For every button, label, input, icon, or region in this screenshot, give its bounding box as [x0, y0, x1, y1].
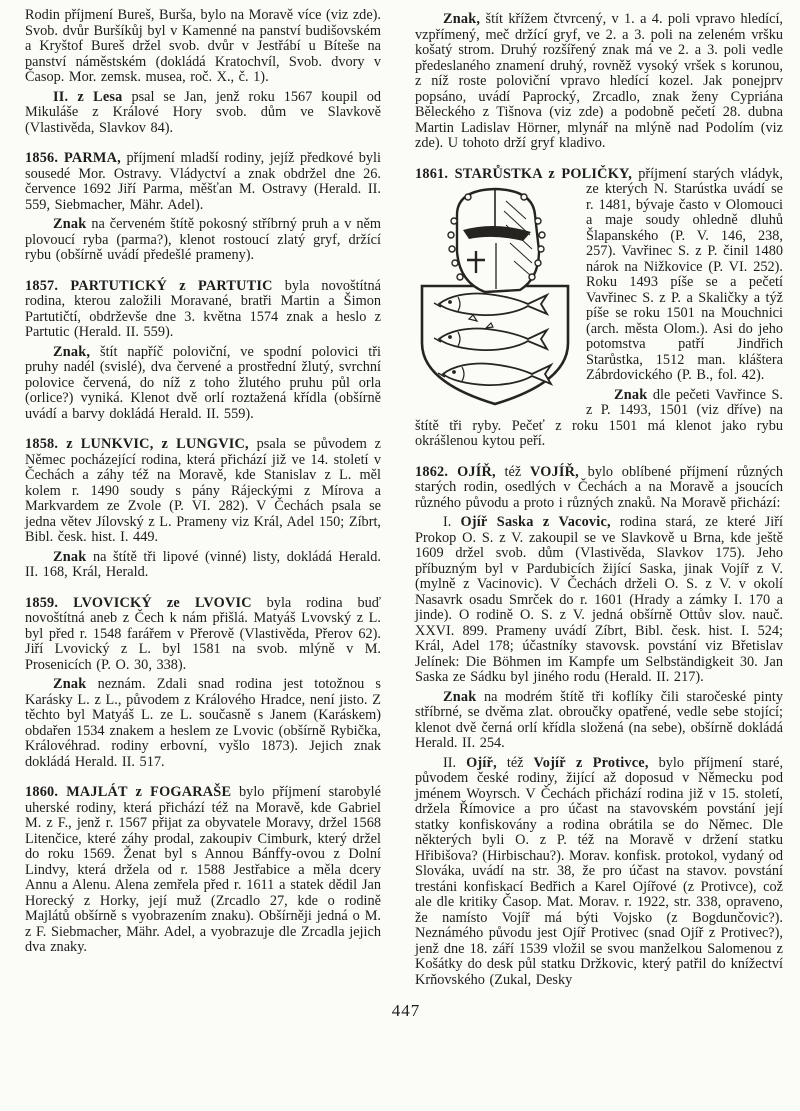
two-column-text: [25, 8, 787, 988]
bold-lead-text: Ojíř,: [466, 754, 497, 771]
text-run: neznám. Zdali snad rodina jest totožnou s Karásky L. z L., původem z Králového Hradce, není jisto. Z těchto byl Matyáš L. ze L. současně s Janem (Karáskem) obdařen 1534 znakem a heslem ze Lvovic (obšírně Rybička, Královéhrad. rodiny erbovní, vyšlo 1873). Jejich znak dokládá Herald. II. 517.: [25, 676, 381, 770]
bold-lead-text: 1857. PARTUTICKÝ z PARTUTIC: [25, 277, 273, 294]
bold-lead-text: 1858. z LUNKVIC, z LUNGVIC,: [25, 436, 249, 452]
text-run: psal se Jan, jenž roku 1567 koupil od Mikuláše z Králové Hory svob. dům ve Slavkově (Vlastivěda, Slavkov 84).: [25, 88, 381, 136]
bold-lead-text: Vojíř z Protivce,: [533, 754, 649, 771]
bold-lead-text: 1860. MAJLÁT z FOGARAŠE: [25, 784, 232, 800]
paragraph: [25, 345, 381, 423]
section-paragraph: [25, 151, 381, 213]
bold-lead-text: Znak,: [443, 11, 481, 27]
fish-icon: [434, 323, 547, 350]
section-paragraph: [25, 785, 381, 956]
paragraph: [415, 690, 783, 752]
right-column: [415, 8, 783, 988]
section-paragraph: [25, 596, 381, 674]
paragraph: [25, 90, 381, 137]
text-run: příjmení starých: [632, 165, 741, 182]
section-paragraph: [25, 437, 381, 546]
bold-lead-text: Ojíř Saska z Vacovic,: [460, 514, 611, 530]
bold-lead-text: 1862. OJÍŘ,: [415, 463, 496, 480]
text-run: štít napříč poloviční, ve spodní polovici tři pruhy nadél (svislé), dva červené a prostřední žlutý, svrchní polovice červená, do níž z toho žlutého pruhu půl orla (orlice?) vyniká. Klenot dvě orlí roztažená křídla (obšírně uvádí a barvy dokládá Herald. II. 559).: [25, 343, 381, 422]
bold-lead-text: VOJÍŘ,: [529, 463, 579, 480]
paragraph: [25, 677, 381, 770]
text-run: byla rodina buď novoštítná aneb z Čech k nám přišlá. Matyáš Lvovský z L. byl před r. 1548 farářem v Přerově (Vlastivěda, Přerov 62). Jiří Lvovický z L. byl 1581 na svob. mlýně v M. Prosenicích (P. O. 30, 338).: [25, 594, 381, 673]
text-run: též: [496, 754, 534, 771]
bold-lead-text: Znak: [53, 548, 87, 565]
text-run: štít křížem čtvrcený, v 1. a 4. poli vpravo hledící, vzpřímený, meč držící gryf, ve 2. a 3. poli na zeleném vršku košatý strom. Druhý rozšířený znak má ve 2. a 3. poli vedle předeslaného znamení druhý, rovněž vysoký vršek s korunou, z níž roste poloviční vpravo hledící kozel. Jak ponejprv popsáno, uvádí Paprocký, Zrcadlo, znak ženy Cypriána Běleckého z Tišnova (viz zde) a podobně pečetí 28. dubna Martin Ladislav Hörner, mlynář na mlýně nad Podolím (viz zde). U tohoto drží gryf kladivo.: [415, 11, 783, 151]
coat-of-arms-illustration: [415, 185, 577, 411]
paragraph: [25, 8, 381, 86]
bold-lead-text: Znak,: [53, 343, 91, 360]
section-paragraph: [25, 279, 381, 341]
bold-lead-text: 1861. STARŮSTKA z POLIČKY,: [415, 165, 633, 182]
text-run: vládyk, ze kterých N. Starústka uvádí se r. 1481, bývaje často v Olomouci a maje soudy ohledně dluhů Šlapanského (P. V. 146, 238, 257). Vavřinec S. z P. činil 1480 nárok na Nižkovice (P. VI. 252). Roku 1493 píše se a pečetí Vavřinec S. z P. a Skaličky a týž píše se roku 1501 na Mouchnici (arch. města Olom.). Asi do jeho potomstva patří Jindřich Starůstka, 1512 man. kláštera Zábrdovického (P. B., fol. 42).: [586, 165, 784, 383]
bold-lead-text: II. z Lesa: [53, 88, 123, 105]
helmet-illustration: [448, 189, 545, 292]
text-run: bylo příjmení staré, původem české rodiny, žijící až doposud v Německu pod jménem Woyrsch. V Čechách přichází rodina již v 15. století, držela Římovice a pro účast na stavovském povstání její statky konfiskovány a rodina obrátila se do Němec. Dle některých byli O. z P. též na Moravě v držení statku Hřibišova? (Hirbischau?). Morav. konfisk. protokol, vydaný od Slováka, uvádí na str. 38, že pro účast na stavov. povstání trestáni konfiskací Bedřich a Karel Ojířové (z Protivce), což ale dle kritiky Časop. Mat. Morav. r. 1922, str. 338, opraveno, že namísto Vojíř má býti Vojsko (z Bogdunčovic?). Neznámého původu jest Ojíř Protivec (snad Ojíř z Protivec?), jenž dne 18. září 1539 vložil se svou manželkou Salomenou z Košátky do desk půl statku Držkovic, který patřil do knížectví Krňovského (Zukal, Desky: [415, 754, 784, 988]
page-number: 447: [391, 1001, 421, 1020]
text-run: na červeném štítě pokosný stříbrný pruh a v něm plovoucí ryba (parma?), klenot rostoucí zlatý gryf, držící rybu (obšírně uvádí předešlé prameny).: [25, 216, 381, 263]
paragraph: [415, 756, 783, 989]
text-run: bylo příjmení starobylé uherské rodiny, která přichází též na Moravě, kde Gabriel M. z F., jenž r. 1567 přijat za obyvatele Moravy, držel 1568 Litenčice, které záhy prodal, zakoupiv Cimburk, který držel do roku 1569. Ženat byl s Annou Bánffy-ovou z Dolní Lindvy, která držela od r. 1588 Jestřabice a měla dcery Annu a Alenu. Alena zemřela před r. 1611 a statek dědil Jan Horecký z Horky, její muž (Zrcadlo 27, kde o rodině Majlátů obšírně s vyobrazením znaku). Obšírněji jedná o M. z F. Siebmacher, Mähr. Adel, a vyobrazuje dle Zrcadla jejich dva znaky.: [25, 784, 381, 955]
text-run: psala se původem z Němec pocházející rodina, která přichází již ve 14. století v Čechách a záhy též na Moravě, kde Stanislav z L. měl kolem r. 1490 soudy s pány Rájeckými z Mírova a Markvardem ze Zvole (P. VI. 282). V Čechách psala se jedna větev Jílovský z L. Prameny viz Král, Adel 150; Zíbrt, Bibl. česk. hist. I. 449.: [25, 436, 382, 545]
fish-icon: [434, 293, 547, 321]
text-run: rodina stará, ze které Jiří Prokop O. S. z V. zakoupil se ve Slavkově u Brna, kde ještě 1609 držel svob. dům (Vlastivěda, Slavkov 175). Jeho příbuzným byl v Pardubicích žijící Saska, jinak Vojíř z V. (mylně z Vacinovic). V Čechách drželi O. S. z V. v okolí Nasavrk osadu Smrček do r. 1601 (Hrady a zámky I. 170 a jinde). O rodině O. S. z V. jedná obšírně Ottův slov. nauč. XXVI. 899. Prameny uvádí Zíbrt, Bibl. česk. hist. I. 524; Král, Adel 178; účastníky stavovsk. povstání viz Břetislav Jelínek: Die Böhmen im Kampfe um Selbständigkeit 30. Jan Saska ze Sádku byl jiného rodu (Herald. II. 217).: [415, 514, 783, 685]
bold-lead-text: Znak: [614, 386, 648, 403]
bold-lead-text: Znak: [443, 688, 477, 705]
bold-lead-text: 1859. LVOVICKÝ ze LVOVIC: [25, 594, 252, 611]
text-run: II.: [443, 754, 467, 771]
bold-lead-text: Znak: [53, 216, 87, 232]
text-run: Rodin příjmení Bureš, Burša, bylo na Moravě více (viz zde). Svob. dvůr Buršíkůj byl v Kamenné na panství budišovském a Kryštof Bureš držel svob. dvůr v Jestřábí u Bíteše na panství náměstském (dokládá Kratochvíl, Svob. dvory v Časop. Mor. zemsk. musea, roč. X., č. 1).: [25, 7, 382, 85]
paragraph: [25, 550, 381, 581]
text-run: též: [495, 463, 530, 480]
fish-icon: [438, 363, 551, 385]
text-run: na modrém štítě tři koflíky čili staročeské pinty stříbrné, se dvěma zlat. obroučky opatřené, vedle sebe stojící; klenot dvě černá orlí křídla složená (na sebe), obšírně dokládá Herald. II. 254.: [415, 688, 783, 751]
text-run: příjmení mladší rodiny, jejíž předkové byli sousedé Mor. Ostravy. Vládyctví a znak obdržel dne 26. července 1692 Jiří Parma, měšťan M. Ostravy (Herald. II. 559, Siebmacher, Mähr. Adel).: [25, 150, 381, 213]
text-run: bylo oblíbené příjmení různých starých rodin, osedlých v Čechách a na Moravě a jsoucích různého původu a proto i různých znaků. Na Moravě přichází:: [415, 463, 783, 511]
paragraph: [25, 217, 381, 264]
text-run: I.: [443, 514, 461, 530]
paragraph: [415, 515, 783, 686]
text-run: na štítě tři lipové (vinné) listy, dokládá Herald. II. 168, Král, Herald.: [25, 548, 381, 580]
bold-lead-text: Znak: [53, 676, 87, 692]
bold-lead-text: 1856. PARMA,: [25, 150, 121, 166]
left-column: [25, 8, 381, 988]
text-run: byla novoštítná rodina, kterou založili Moravané, bratři Martin a Šimon Partutičtí, obdrževše dne 3. května 1574 znak a heslo z Partutic (Herald. II. 559).: [25, 277, 381, 340]
text-run: dle pečeti Vavřince S. z P. 1493, 1501 (viz dříve) na štítě tři ryby. Pečeť z roku 1501 má klenot jako rybu okrášlenou kytou peří.: [415, 386, 783, 449]
paragraph: [415, 12, 783, 152]
section-paragraph: [415, 167, 783, 384]
section-paragraph: [415, 465, 783, 512]
